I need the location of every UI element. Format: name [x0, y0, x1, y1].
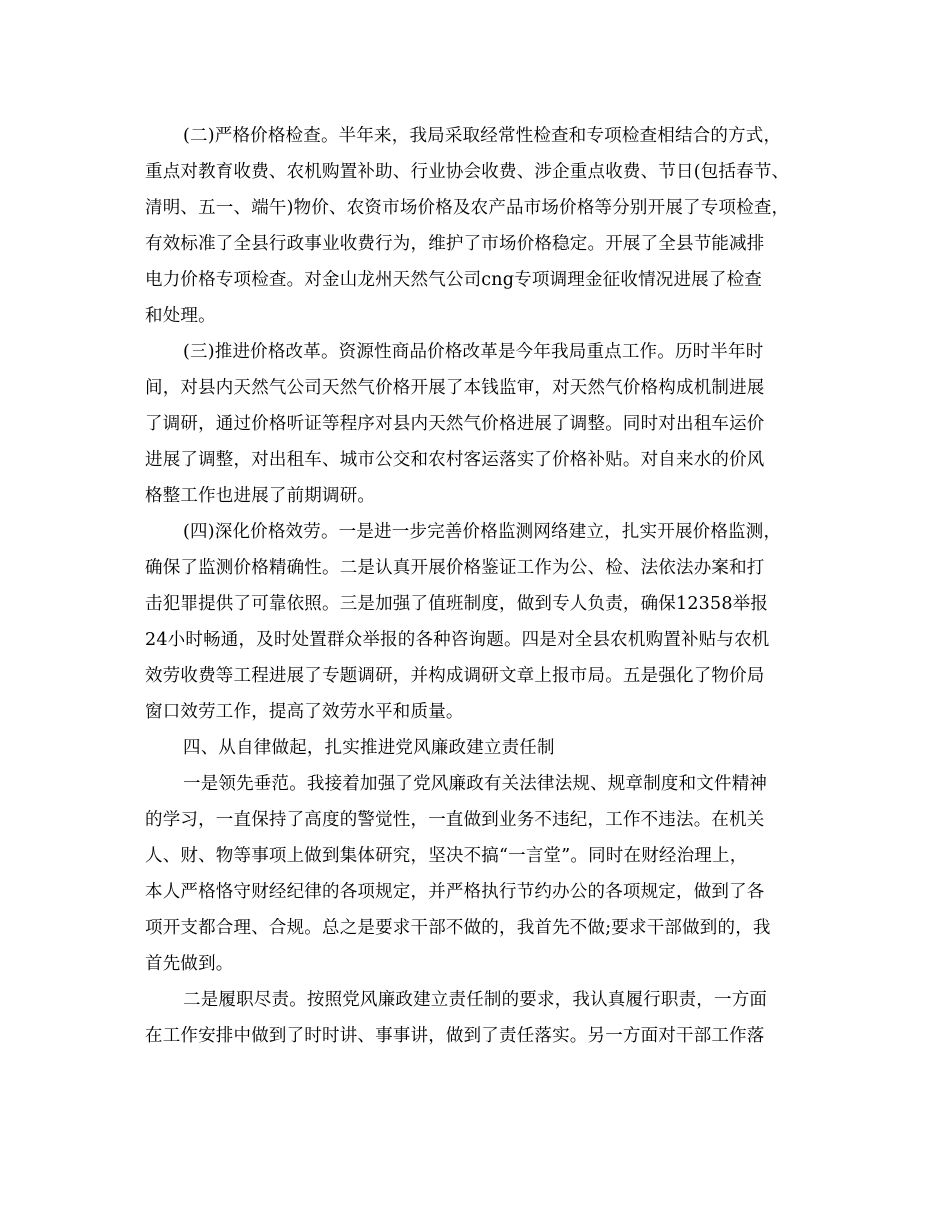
- text-line: 的学习，一直保持了高度的警觉性，一直做到业务不违纪，工作不违法。在机关: [145, 810, 765, 830]
- text-line: 四、从自律做起，扎实推进党风廉政建立责任制: [183, 738, 555, 758]
- text-line: 击犯罪提供了可靠依照。三是加强了值班制度，做到专人负责，确保12358举报: [145, 594, 769, 614]
- text-line: 一是领先垂范。我接着加强了党风廉政有关法律法规、规章制度和文件精神: [183, 774, 768, 794]
- text-line: 人、财、物等事项上做到集体研究，坚决不搞“一言堂”。同时在财经治理上，: [145, 846, 748, 866]
- text-line: 在工作安排中做到了时时讲、事事讲，做到了责任落实。另一方面对干部工作落: [145, 1026, 765, 1046]
- text-line: 项开支都合理、合规。总之是要求干部不做的，我首先不做;要求干部做到的，我: [145, 918, 771, 938]
- text-line: 电力价格专项检查。对金山龙州天然气公司cng专项调理金征收情况进展了检查: [145, 270, 762, 290]
- text-line: 首先做到。: [145, 954, 234, 974]
- text-line: 清明、五一、端午)物价、农资市场价格及农产品市场价格等分别开展了专项检查，: [145, 198, 790, 218]
- text-line: 了调研，通过价格听证等程序对县内天然气价格进展了调整。同时对出租车运价: [145, 414, 765, 434]
- text-line: 本人严格恪守财经纪律的各项规定，并严格执行节约办公的各项规定，做到了各: [145, 882, 765, 902]
- text-line: 有效标准了全县行政事业收费行为，维护了市场价格稳定。开展了全县节能减排: [145, 234, 765, 254]
- text-line: 和处理。: [145, 306, 216, 326]
- text-line: 间，对县内天然气公司天然气价格开展了本钱监审，对天然气价格构成机制进展: [145, 378, 765, 398]
- text-line: 确保了监测价格精确性。二是认真开展价格鉴证工作为公、检、法依法办案和打: [145, 558, 765, 578]
- text-line: 二是履职尽责。按照党风廉政建立责任制的要求，我认真履行职责，一方面: [183, 990, 768, 1010]
- text-line: 效劳收费等工程进展了专题调研，并构成调研文章上报市局。五是强化了物价局: [145, 666, 765, 686]
- document-body: [145, 118, 835, 1054]
- text-line: (四)深化价格效劳。一是进一步完善价格监测网络建立，扎实开展价格监测，: [183, 522, 782, 542]
- text-line: 格整工作也进展了前期调研。: [145, 486, 376, 506]
- text-line: 重点对教育收费、农机购置补助、行业协会收费、涉企重点收费、节日(包括春节、: [145, 162, 790, 182]
- text-line: 窗口效劳工作，提高了效劳水平和质量。: [145, 702, 464, 722]
- text-line: 24小时畅通，及时处置群众举报的各种咨询题。四是对全县农机购置补贴与农机: [145, 630, 770, 650]
- text-line: (三)推进价格改革。资源性商品价格改革是今年我局重点工作。历时半年时: [183, 342, 764, 362]
- text-line: (二)严格价格检查。半年来，我局采取经常性检查和专项检查相结合的方式，: [183, 126, 782, 146]
- text-line: 进展了调整，对出租车、城市公交和农村客运落实了价格补贴。对自来水的价风: [145, 450, 765, 470]
